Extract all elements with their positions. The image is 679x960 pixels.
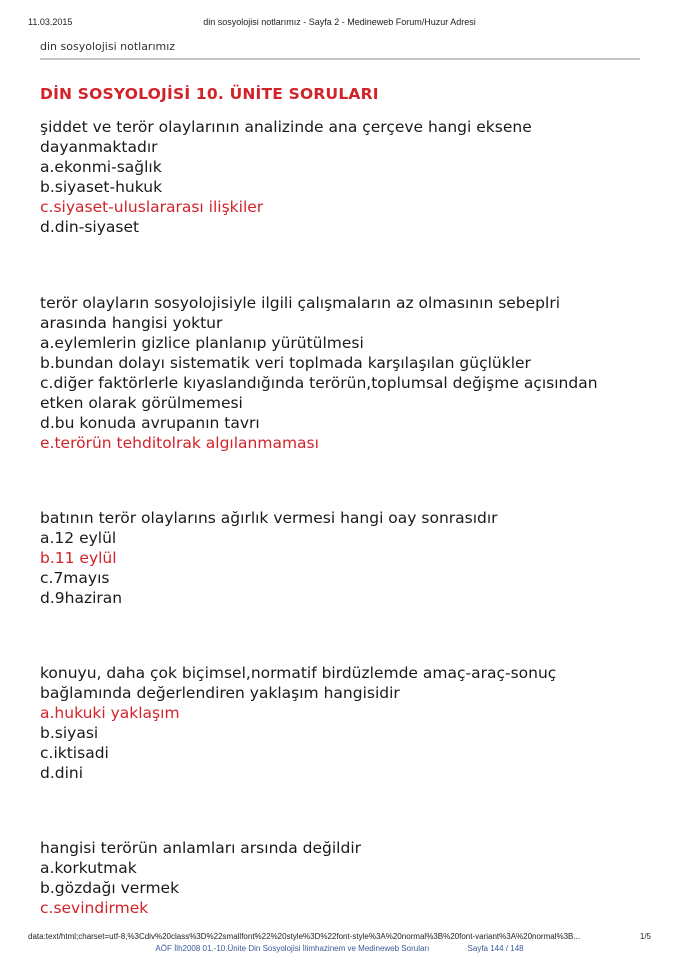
correct-answer-line: a.hukuki yaklaşım bbox=[40, 704, 180, 722]
question-block-4 bbox=[40, 663, 655, 783]
option-line: d.9haziran bbox=[40, 589, 123, 607]
document-footer-title: AÖF İlh2008 01.-10.Ünite Din Sosyolojisi İlimhazinem ve Medineweb Soruları bbox=[155, 944, 430, 953]
correct-answer-line: b.11 eylül bbox=[40, 549, 117, 567]
question-line: hangisi terörün anlamları arsında değildir bbox=[40, 839, 361, 857]
option-line: a.12 eylül bbox=[40, 529, 117, 547]
print-page-title: din sosyolojisi notlarımız - Sayfa 2 - Medineweb Forum/Huzur Adresi bbox=[203, 17, 476, 27]
question-block-3 bbox=[40, 508, 655, 608]
print-page-count: 1/5 bbox=[639, 932, 651, 941]
print-header bbox=[28, 17, 651, 29]
option-line: b.siyasi bbox=[40, 724, 99, 742]
option-line: b.gözdağı vermek bbox=[40, 879, 180, 897]
document-footer bbox=[28, 944, 651, 953]
question-block-5 bbox=[40, 838, 655, 918]
questions-list bbox=[40, 117, 655, 918]
option-line: c.iktisadi bbox=[40, 744, 109, 762]
question-line: arasında hangisi yoktur bbox=[40, 314, 223, 332]
correct-answer-line: c.sevindirmek bbox=[40, 899, 149, 917]
option-line: b.bundan dolayı sistematik veri toplmada karşılaşılan güçlükler bbox=[40, 354, 531, 372]
option-line: a.ekonmi-sağlık bbox=[40, 158, 162, 176]
option-line: a.korkutmak bbox=[40, 859, 137, 877]
print-source-url: data:text/html;charset=utf-8,%3Cdiv%20class%3D%22smallfont%22%20style%3D%22font-style%3A%20normal%3B%20font-variant%3A%20normal%3B... bbox=[28, 932, 581, 941]
print-date: 11.03.2015 bbox=[28, 17, 73, 27]
option-line: d.din-siyaset bbox=[40, 218, 140, 236]
forum-thread-title: din sosyolojisi notlarımız bbox=[40, 40, 176, 53]
correct-answer-line: c.siyaset-uluslararası ilişkiler bbox=[40, 198, 264, 216]
spacer bbox=[40, 237, 655, 293]
spacer bbox=[40, 608, 655, 663]
option-line: b.siyaset-hukuk bbox=[40, 178, 163, 196]
correct-answer-line: e.terörün tehditolrak algılanmaması bbox=[40, 434, 319, 452]
question-line: dayanmaktadır bbox=[40, 138, 158, 156]
spacer bbox=[40, 453, 655, 508]
question-line: batının terör olaylarıns ağırlık vermesi hangi oay sonrasıdır bbox=[40, 509, 498, 527]
question-line: bağlamında değerlendiren yaklaşım hangisidir bbox=[40, 684, 400, 702]
option-line: etken olarak görülmemesi bbox=[40, 394, 243, 412]
print-footer bbox=[28, 932, 651, 956]
option-line: c.diğer faktörlerle kıyaslandığında terörün,toplumsal değişme açısından bbox=[40, 374, 598, 392]
option-line: c.7mayıs bbox=[40, 569, 110, 587]
question-block-2 bbox=[40, 293, 655, 453]
spacer bbox=[40, 783, 655, 838]
question-line: terör olayların sosyolojisiyle ilgili çalışmaların az olmasının sebeplri bbox=[40, 294, 560, 312]
header-divider bbox=[40, 58, 640, 60]
question-line: şiddet ve terör olaylarının analizinde ana çerçeve hangi eksene bbox=[40, 118, 532, 136]
unit-title: DİN SOSYOLOJİSİ 10. ÜNİTE SORULARI bbox=[40, 85, 379, 103]
document-page-number: Sayfa 144 / 148 bbox=[467, 944, 524, 953]
option-line: a.eylemlerin gizlice planlanıp yürütülmesi bbox=[40, 334, 364, 352]
question-block-1 bbox=[40, 117, 655, 237]
option-line: d.dini bbox=[40, 764, 84, 782]
question-line: konuyu, daha çok biçimsel,normatif birdüzlemde amaç-araç-sonuç bbox=[40, 664, 557, 682]
option-line: d.bu konuda avrupanın tavrı bbox=[40, 414, 260, 432]
